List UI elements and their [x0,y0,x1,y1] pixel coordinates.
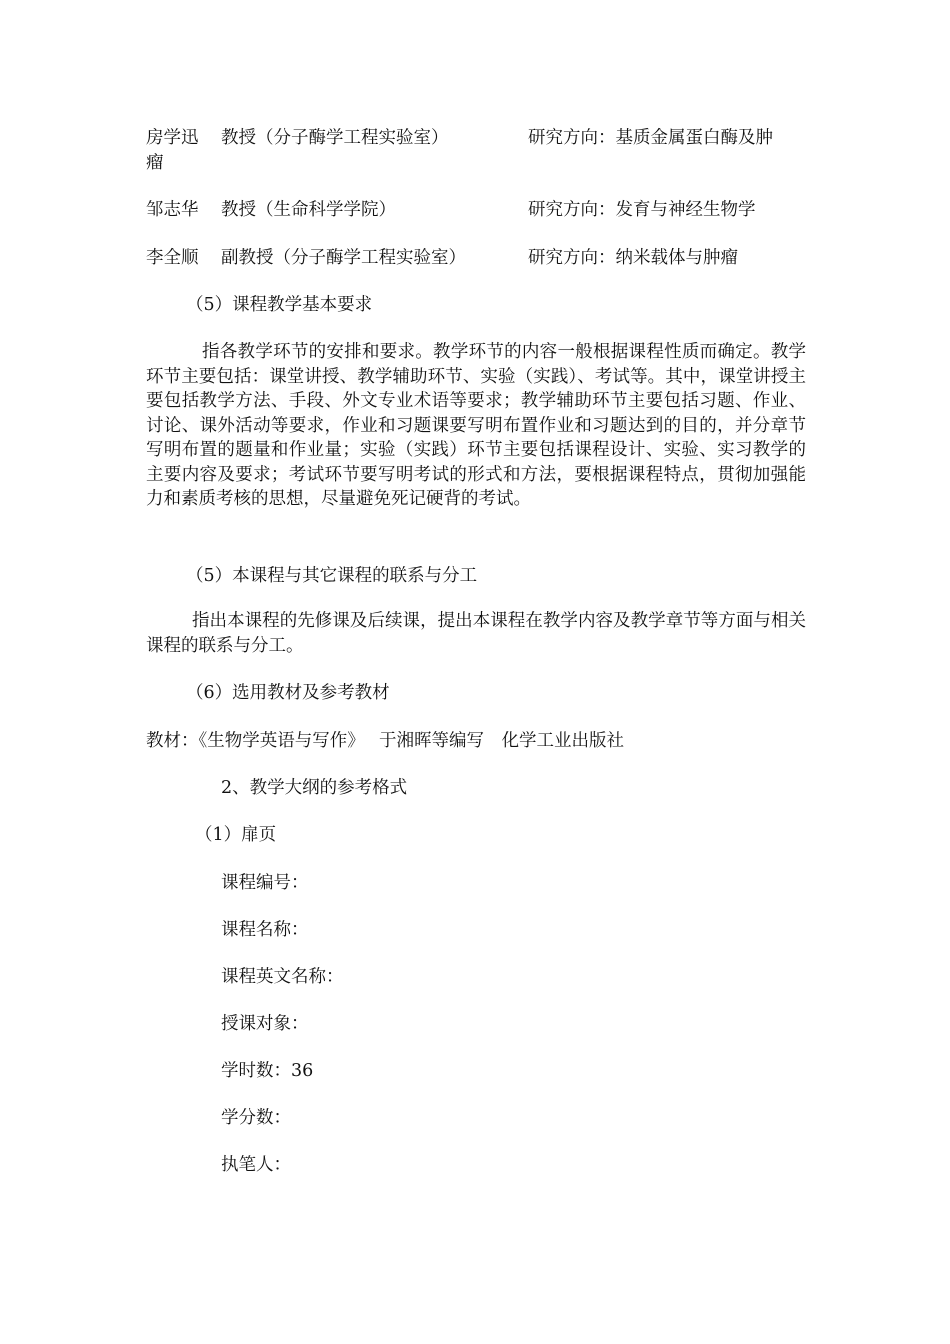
section-heading: （6）选用教材及参考教材 [186,683,390,703]
staff-name: 李全顺 [146,248,199,268]
staff-name: 邹志华 [146,200,199,220]
staff-title: 教授（生命科学学院） [221,200,396,220]
section-heading: （5）课程教学基本要求 [186,295,373,315]
staff-research-wrap: 瘤 [146,153,164,173]
staff-title: 教授（分子酶学工程实验室） [221,128,449,148]
form-field-label: 课程英文名称： [221,967,344,987]
staff-research: 研究方向：发育与神经生物学 [528,200,756,220]
staff-name: 房学迅 [146,128,199,148]
form-field-label: 执笔人： [221,1155,291,1175]
form-field-label: 学分数： [221,1108,291,1128]
form-field-label: 课程编号： [221,873,309,893]
form-field-label: 授课对象： [221,1014,309,1034]
section-body: 指出本课程的先修课及后续课，提出本课程在教学内容及教学章节等方面与相关课程的联系与分工。 [146,611,806,656]
staff-research: 研究方向：基质金属蛋白酶及肿 [528,128,773,148]
section-heading: （5）本课程与其它课程的联系与分工 [186,566,478,586]
form-field-label: 学时数：36 [221,1061,314,1081]
section-heading: 2、教学大纲的参考格式 [221,778,408,798]
staff-title: 副教授（分子酶学工程实验室） [221,248,466,268]
section-body: 指各教学环节的安排和要求。教学环节的内容一般根据课程性质而确定。教学环节主要包括：课堂讲授、教学辅助环节、实验（实践）、考试等。其中，课堂讲授主要包括教学方法、手段、外文专业术语等要求；教学辅助环节主要包括习题、作业、讨论、课外活动等要求，作业和习题课要写明布置作业和习题达到的目的，并分章节写明布置的题量和作业量；实验（实践）环节主要包括课程设计、实验、实习教学的主要内容及要求；考试环节要写明考试的形式和方法，要根据课程特点，贯彻加强能力和素质考核的思想，尽量避免死记硬背的考试。 [146,342,806,509]
staff-research: 研究方向：纳米载体与肿瘤 [528,248,738,268]
sub-heading: （1）扉页 [195,825,277,845]
textbook-line: 教材：《生物学英语与写作》 于湘晖等编写 化学工业出版社 [146,731,625,751]
form-field-label: 课程名称： [221,920,309,940]
